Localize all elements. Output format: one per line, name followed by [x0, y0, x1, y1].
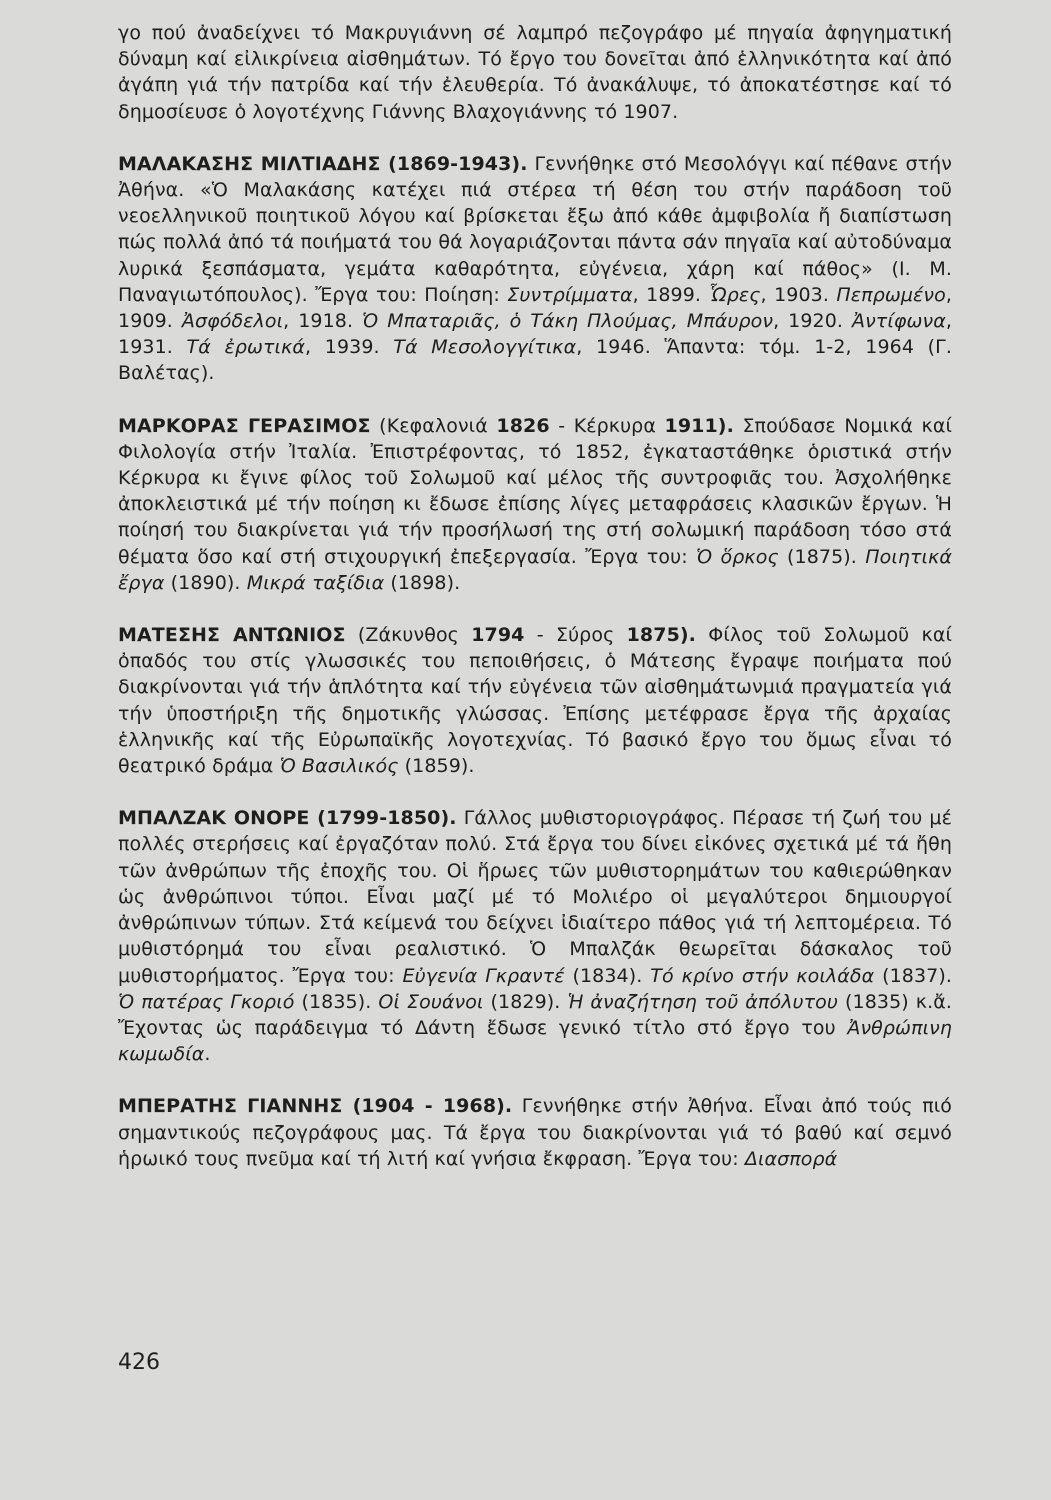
entry-text: , 1920. — [773, 310, 852, 333]
entry-text: (Ζάκυνθος — [345, 624, 472, 647]
work-title: Ὁ ὅρκος — [696, 545, 779, 568]
entry-text: Γεννήθηκε στήν Ἀθήνα. Εἶναι ἀπό τούς πιό σημαντικούς πεζογράφους μας. Τά ἔργα του διακρίνονται γιά τό βαθύ καί σεμνό ἡρωικό τους πνεῦμα καί τή λιτή καί γνήσια ἔκφραση. Ἔργα του: — [118, 1095, 952, 1170]
work-title: Ἀντίφωνα — [851, 310, 946, 333]
entry-text: (1898). — [384, 571, 461, 594]
work-title: Τά ἐρωτικά — [186, 336, 305, 359]
entry-text: , 1931. — [118, 310, 952, 359]
entry-name: ΜΑΡΚΟΡΑΣ ΓΕΡΑΣΙΜΟΣ — [118, 414, 371, 437]
entry-text: , 1939. — [305, 336, 394, 359]
entry-paragraph — [118, 1093, 952, 1172]
entry-paragraph — [118, 622, 952, 779]
work-title: Ἀσφόδελοι — [181, 310, 284, 333]
entry-text: - Κέρκυρα — [549, 414, 665, 437]
work-title: Συντρίμματα — [507, 283, 633, 306]
page-number: 426 — [118, 1350, 160, 1375]
entry-text: , 1903. — [760, 283, 837, 306]
entry-text: (1890). — [164, 571, 247, 594]
entry-text: , 1899. — [632, 283, 709, 306]
work-title: Ὁ πατέρας Γκοριό — [118, 990, 295, 1013]
entry-text: (Κεφαλονιά — [370, 414, 497, 437]
entry-text: , 1918. — [283, 310, 363, 333]
entry-date: 1875). — [626, 624, 696, 647]
work-title: Ὧρες — [708, 283, 761, 306]
work-title: Ὁ Βασιλικός — [279, 755, 399, 778]
entry-text: (1835) κ.ἄ. Ἔχοντας ὡς παράδειγμα τό Δάντη ἔδωσε γενικό τίτλο στό ἔργο του — [118, 990, 952, 1039]
work-title: Ἡ ἀναζήτηση τοῦ ἀπόλυτου — [567, 990, 838, 1013]
entry-text: (1835). — [294, 990, 379, 1013]
work-title: Ὁ Μπαταριᾶς, ὁ Τάκη Πλούμας, Μπάυρον — [362, 310, 774, 333]
entry-text: (1834). — [564, 964, 651, 987]
entry-text: - Σύρος — [524, 624, 627, 647]
entry-name: ΜΠΕΡΑΤΗΣ ΓΙΑΝΝΗΣ (1904 - 1968). — [118, 1095, 513, 1118]
work-title: Πεπρωμένο — [836, 283, 946, 306]
work-title: Εὐγενία Γκραντέ — [402, 964, 565, 987]
entry-text: (1875). — [778, 545, 866, 568]
entry-date: 1794 — [471, 624, 525, 647]
work-title: Τό κρίνο στήν κοιλάδα — [650, 964, 875, 987]
entry-text: , 1946. Ἅπαντα: τόμ. 1-2, 1964 (Γ. Βαλέτας). — [118, 336, 952, 385]
entry-paragraph — [118, 805, 952, 1067]
entry-paragraph — [118, 413, 952, 596]
entry-text: Φίλος τοῦ Σολωμοῦ καί ὀπαδός του στίς γλωσσικές του πεποιθήσεις, ὁ Μάτεσης ἔγραψε ποιήματα πού διακρίνονται γιά τήν ἁπλότητα καί τήν εὐγένεια τῶν αἰσθημάτωνμιά πραγματεία γιά τήν ὑποστήριξη τῆς δημοτικῆς γλώσσας. Ἐπίσης μετέφρασε ἔργα τῆς ἀρχαίας ἑλληνικῆς καί τῆς Εὐρωπαϊκῆς λογοτεχνίας. Τό βασικό ἔργο του ὅμως εἶναι τό θεατρικό δράμα — [118, 624, 952, 778]
work-title: Ποιητικά ἔργα — [118, 545, 953, 594]
work-title: Διασπορά — [744, 1147, 838, 1170]
entry-paragraph — [118, 151, 952, 387]
entry-name: ΜΑΤΕΣΗΣ ΑΝΤΩΝΙΟΣ — [118, 624, 346, 647]
document-page — [118, 20, 952, 1172]
work-title: Ἀνθρώπινη κωμωδία — [118, 1016, 952, 1066]
entry-text: (1859). — [398, 755, 475, 778]
entry-date: 1911). — [664, 414, 734, 437]
entry-text: . — [204, 1043, 211, 1066]
entry-text: , 1909. — [118, 283, 953, 333]
entry-text: Γάλλος μυθιστοριογράφος. Πέρασε τή ζωή του μέ πολλές στερήσεις καί ἐργαζόταν πολύ. Στά ἔργα του δίνει εἰκόνες σχετικά μέ τά ἤθη τῶν ἀνθρώπων τῆς ἐποχῆς του. Οἱ ἥρωες τῶν μυθιστορημάτων του καθιερώθηκαν ὡς ἀνθρώπινοι τύποι. Εἶναι μαζί μέ τό Μολιέρο οἱ μεγαλύτεροι δημιουργοί ἀνθρώπινων τύπων. Στά κείμενά του δείχνει ἰδιαίτερο πάθος γιά τή λεπτομέρεια. Τό μυθιστόρημά του εἶναι ρεαλιστικό. Ὁ Μπαλζάκ θεωρεῖται δάσκαλος τοῦ μυθιστορήματος. Ἔργα του: — [118, 807, 952, 987]
entry-text: Σπούδασε Νομικά καί Φιλολογία στήν Ἰταλία. Ἐπιστρέφοντας, τό 1852, ἐγκαταστάθηκε ὁριστικά στήν Κέρκυρα κι ἔγινε φίλος τοῦ Σολωμοῦ καί μέλος τῆς συντροφιᾶς του. Ἀσχολήθηκε ἀποκλειστικά μέ τήν ποίηση κι ἔδωσε ἐπίσης λίγες μεταφράσεις κλασικῶν ἔργων. Ἡ ποίησή του διακρίνεται γιά τήν προσήλωσή της στή σολωμική παράδοση τόσο στά θέματα ὅσο καί στή στιχουργική ἐπεξεργασία. Ἔργα του: — [118, 414, 952, 568]
entries-list — [118, 151, 952, 1172]
entry-date: 1826 — [496, 414, 550, 437]
entry-text: Γεννήθηκε στό Μεσολόγγι καί πέθανε στήν Ἀθήνα. «Ὁ Μαλακάσης κατέχει πιά στέρεα τή θέση του στήν παράδοση τοῦ νεοελληνικοῦ ποιητικοῦ λόγου καί βρίσκεται ἔξω ἀπό κάθε ἀμφιβολία ἤ διαπίστωση πώς πολλά ἀπό τά ποιήματά του θά λογαριάζονται πάντα σάν πηγαῖα καί αὐτοδύναμα λυρικά ξεσπάσματα, γεμάτα καθαρότητα, εὐγένεια, χάρη καί πάθος» (Ι. Μ. Παναγιωτόπουλος). Ἔργα του: Ποίηση: — [118, 152, 952, 306]
entry-name: ΜΠΑΛΖΑΚ ΟΝΟΡΕ (1799-1850). — [118, 807, 457, 830]
intro-paragraph: γο πού ἀναδείχνει τό Μακρυγιάννη σέ λαμπρό πεζογράφο μέ πηγαία ἀφηγηματική δύναμη καί εἰλικρίνεια αἰσθημάτων. Τό ἔργο του δονεῖται ἀπό ἑλληνικότητα καί ἀπό ἀγάπη γιά τήν πατρίδα καί τήν ἐλευθερία. Τό ἀνακάλυψε, τό ἀποκατέστησε καί τό δημοσίευσε ὁ λογοτέχνης Γιάννης Βλαχογιάννης τό 1907. — [118, 22, 952, 123]
entry-text: (1829). — [483, 990, 568, 1013]
work-title: Τά Μεσολογγίτικα — [393, 336, 577, 359]
entry-name: ΜΑΛΑΚΑΣΗΣ ΜΙΛΤΙΑΔΗΣ (1869-1943). — [118, 152, 528, 175]
entry-text: (1837). — [874, 964, 953, 987]
work-title: Μικρά ταξίδια — [246, 571, 385, 594]
work-title: Οἱ Σουάνοι — [378, 990, 484, 1013]
